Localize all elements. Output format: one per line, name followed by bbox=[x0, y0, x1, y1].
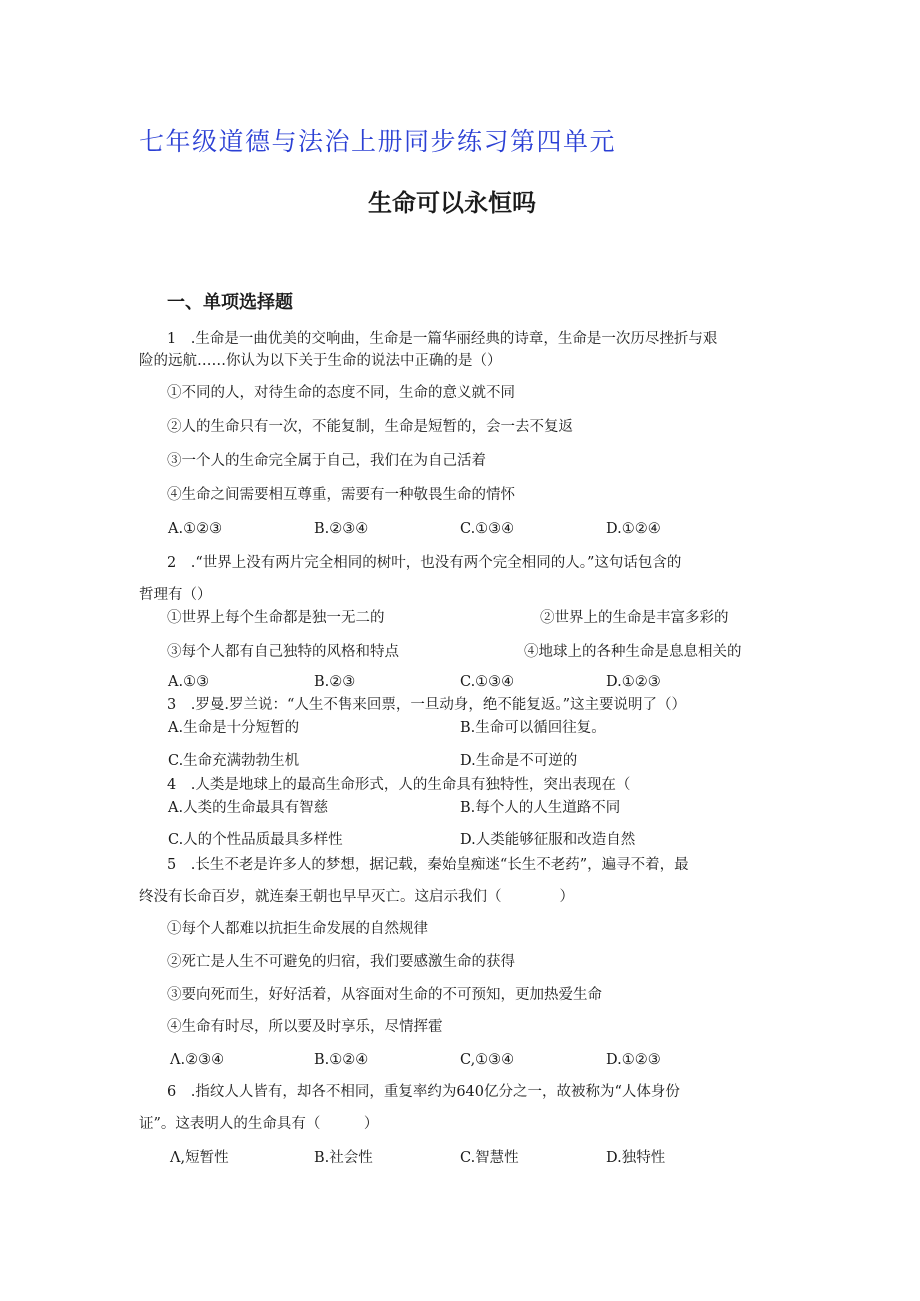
q1-option-a: A.①②③ bbox=[168, 521, 223, 537]
q6-option-c: C.智慧性 bbox=[460, 1150, 519, 1166]
q1-option-d: D.①②④ bbox=[606, 521, 661, 537]
q6-option-a: Λ,短暂性 bbox=[170, 1150, 229, 1166]
q3-option-b: B.生命可以循回往复。 bbox=[460, 720, 606, 736]
q5-statement-2: ②死亡是人生不可避免的归宿，我们要感激生命的获得 bbox=[167, 954, 515, 970]
q1-statement-2: ②人的生命只有一次，不能复制，生命是短暂的，会一去不复返 bbox=[167, 419, 573, 435]
q2-statement-2: ②世界上的生命是丰富多彩的 bbox=[540, 610, 729, 626]
q2-statement-4: ④地球上的各种生命是息息相关的 bbox=[524, 644, 742, 660]
q5-stem-line-1: 5 .长生不老是许多人的梦想，据记载，秦始皇痴迷“长生不老药”，遍寻不着，最 bbox=[167, 857, 689, 873]
q4-option-d: D.人类能够征服和改造自然 bbox=[460, 832, 636, 848]
document-header-title: 七年级道德与法治上册同步练习第四单元 bbox=[139, 127, 617, 156]
section-heading: 一、单项选择题 bbox=[167, 292, 293, 313]
q2-stem-line-2: 哲理有（） bbox=[139, 587, 212, 603]
q5-stem-line-2: 终没有长命百岁，就连秦王朝也早早灭亡。这启示我们（ ） bbox=[139, 889, 574, 905]
q5-option-c: C,①③④ bbox=[460, 1052, 515, 1068]
q2-option-c: C.①③④ bbox=[460, 674, 515, 690]
q2-statement-1: ①世界上每个生命都是独一无二的 bbox=[167, 610, 385, 626]
q3-option-c: C.生命充满勃勃生机 bbox=[168, 753, 300, 769]
q2-option-b: B.②③ bbox=[314, 674, 356, 690]
q4-option-a: A.人类的生命最具有智慈 bbox=[168, 800, 329, 816]
q1-statement-4: ④生命之间需要相互尊重，需要有一种敬畏生命的情怀 bbox=[167, 487, 515, 503]
q1-stem-line-2: 险的远航……你认为以下关于生命的说法中正确的是（） bbox=[139, 353, 502, 369]
q2-option-d: D.①②③ bbox=[606, 674, 661, 690]
q5-statement-3: ③要向死而生，好好活着，从容面对生命的不可预知，更加热爱生命 bbox=[167, 987, 602, 1003]
q1-statement-3: ③一个人的生命完全属于自己，我们在为自己活着 bbox=[167, 453, 486, 469]
q1-option-b: B.②③④ bbox=[314, 521, 369, 537]
q1-statement-1: ①不同的人，对待生命的态度不同，生命的意义就不同 bbox=[167, 385, 515, 401]
q1-stem-line-1: 1 .生命是一曲优美的交响曲，生命是一篇华丽经典的诗章，生命是一次历尽挫折与艰 bbox=[167, 331, 718, 347]
q2-option-a: A.①③ bbox=[168, 674, 210, 690]
q4-option-b: B.每个人的人生道路不同 bbox=[460, 800, 621, 816]
q2-statement-3: ③每个人都有自己独特的风格和特点 bbox=[167, 644, 399, 660]
q6-stem-line-2: 证”。这表明人的生命具有（ ） bbox=[139, 1116, 379, 1132]
q4-stem-line-1: 4 .人类是地球上的最高生命形式，人的生命具有独特性，突出表现在（ bbox=[167, 777, 631, 793]
q5-option-d: D.①②③ bbox=[606, 1052, 661, 1068]
q6-option-b: B.社会性 bbox=[314, 1150, 373, 1166]
q6-stem-line-1: 6 .指纹人人皆有，却各不相同，重复率约为640亿分之一，故被称为“人体身份 bbox=[167, 1084, 680, 1100]
q5-option-b: B.①②④ bbox=[314, 1052, 369, 1068]
q5-option-a: Λ.②③④ bbox=[170, 1052, 225, 1068]
q2-stem-line-1: 2 .“世界上没有两片完全相同的树叶，也没有两个完全相同的人。”这句话包含的 bbox=[167, 555, 682, 571]
q1-option-c: C.①③④ bbox=[460, 521, 515, 537]
q3-stem-line-1: 3 .罗曼.罗兰说：“人生不售来回票，一旦动身，绝不能复返。”这主要说明了（） bbox=[167, 697, 687, 713]
q3-option-a: A.生命是十分短暂的 bbox=[168, 720, 300, 736]
q5-statement-1: ①每个人都难以抗拒生命发展的自然规律 bbox=[167, 921, 428, 937]
page-title: 生命可以永恒吗 bbox=[368, 189, 536, 217]
q5-statement-4: ④生命有时尽，所以要及时享乐，尽情挥霍 bbox=[167, 1019, 443, 1035]
q4-option-c: C.人的个性品质最具多样性 bbox=[168, 832, 343, 848]
q3-option-d: D.生命是不可逆的 bbox=[460, 753, 578, 769]
q6-option-d: D.独特性 bbox=[606, 1150, 666, 1166]
